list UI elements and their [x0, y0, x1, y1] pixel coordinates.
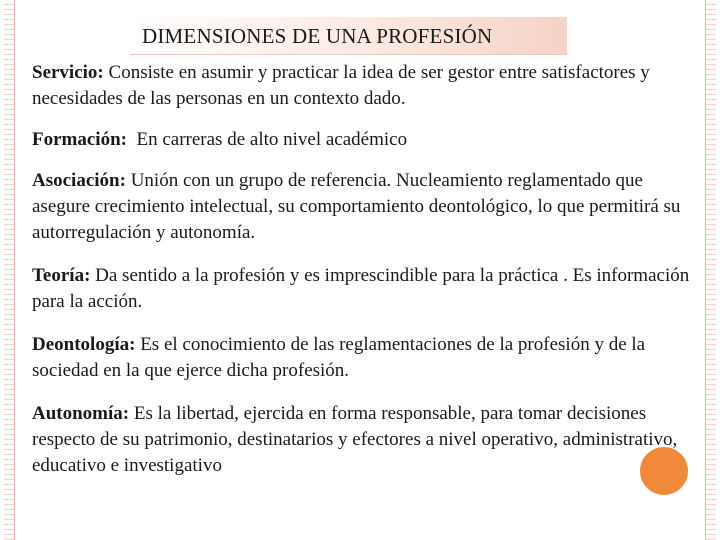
- item-text: Consiste en asumir y practicar la idea de ser gestor entre satisfactores y necesidades de las personas en un contexto dado.: [32, 62, 650, 109]
- item-autonomia: [32, 401, 692, 479]
- item-term: Asociación:: [32, 170, 126, 191]
- item-term: Teoría:: [32, 265, 91, 286]
- item-term: Formación:: [32, 129, 127, 150]
- item-servicio: [32, 60, 692, 112]
- item-term: Deontología:: [32, 334, 136, 355]
- item-term: Servicio:: [32, 62, 104, 83]
- item-text: En carreras de alto nivel académico: [126, 129, 408, 150]
- slide-title: DIMENSIONES DE UNA PROFESIÓN: [142, 24, 493, 48]
- item-deontologia: [32, 332, 692, 384]
- right-decorative-border: [705, 0, 716, 540]
- item-formacion: [32, 127, 692, 153]
- title-box: [130, 17, 567, 55]
- slide-content: [32, 60, 692, 479]
- item-text: Es la libertad, ejercida en forma responsable, para tomar decisiones respecto de su patrimonio, destinatarios y efectores a nivel operativo, administrativo, educativo e investigativo: [32, 403, 678, 476]
- item-text: Unión con un grupo de referencia. Nucleamiento reglamentado que asegure crecimiento intelectual, su comportamiento deontológico, lo que permitirá su autorregulación y autonomía.: [32, 170, 681, 243]
- item-teoria: [32, 263, 692, 315]
- item-asociacion: [32, 168, 692, 246]
- item-text: Da sentido a la profesión y es imprescindible para la práctica . Es información para la acción.: [32, 265, 690, 312]
- left-decorative-border: [4, 0, 15, 540]
- item-term: Autonomía:: [32, 403, 130, 424]
- item-text: Es el conocimiento de las reglamentaciones de la profesión y de la sociedad en la que ejerce dicha profesión.: [32, 334, 646, 381]
